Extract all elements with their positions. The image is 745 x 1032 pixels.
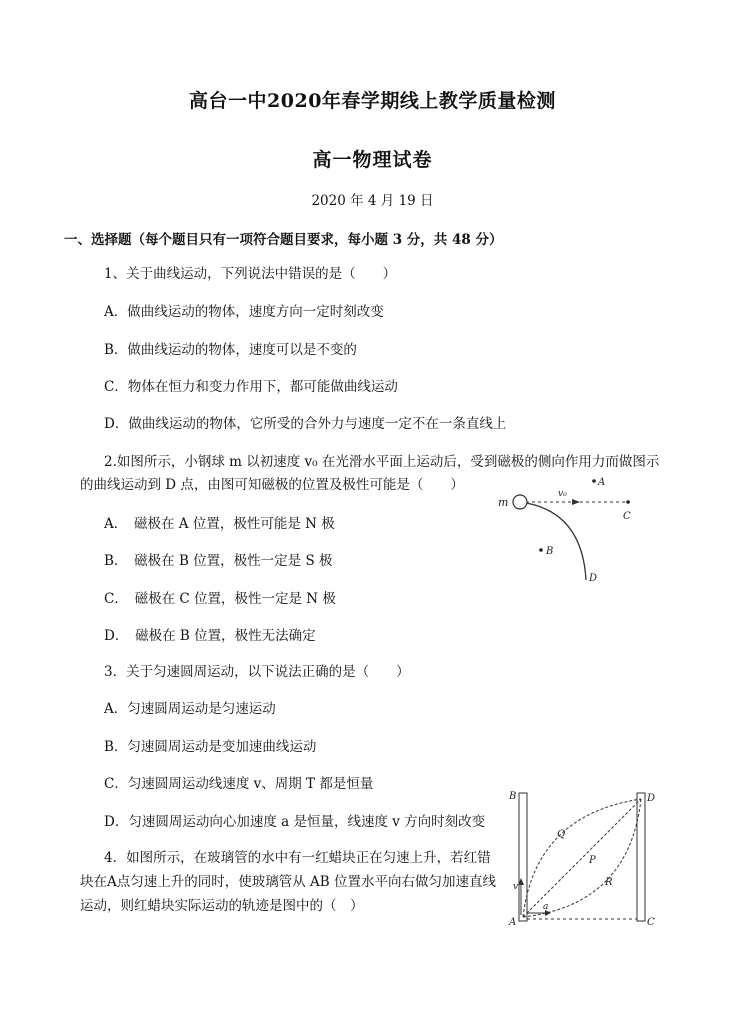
- label-b: B: [509, 791, 517, 802]
- question-2-stem-line2: 的曲线运动到 D 点，由图可知磁极的位置及极性可能是（ ）: [80, 477, 464, 493]
- question-1-option-a: A．做曲线运动的物体，速度方向一定时刻改变: [104, 304, 384, 320]
- section-heading: 一、选择题（每个题目只有一项符合题目要求，每小题 3 分，共 48 分）: [64, 232, 503, 248]
- label-v: v: [513, 882, 519, 892]
- question-4-stem-line1: 4．如图所示，在玻璃管的水中有一红蜡块正在匀速上升，若红错: [104, 850, 491, 866]
- question-4-stem-line3: 运动，则红蜡块实际运动的轨迹是图中的（ ）: [80, 898, 364, 914]
- label-r: R: [605, 877, 613, 888]
- question-3-stem: 3．关于匀速圆周运动，以下说法正确的是（ ）: [104, 664, 410, 680]
- label-m: m: [498, 496, 509, 509]
- point-b-dot: [539, 548, 543, 552]
- question-2-option-c: C． 磁极在 C 位置，极性一定是 N 极: [104, 591, 336, 607]
- point-c-dot: [626, 500, 630, 504]
- question-1-option-c: C．物体在恒力和变力作用下，都可能做曲线运动: [104, 379, 398, 395]
- question-2-stem-line1: 2.如图所示，小钢球 m 以初速度 v₀ 在光滑水平面上运动后，受到磁极的侧向作用力而做图示: [104, 454, 660, 470]
- question-4-stem-line2: 块在A点匀速上升的同时，使玻璃管从 AB 位置水平向右做匀加速直线: [80, 874, 497, 890]
- exam-date: 2020 年 4 月 19 日: [311, 193, 434, 209]
- label-p: P: [589, 855, 596, 866]
- question-2-option-d: D． 磁极在 B 位置，极性无法确定: [104, 628, 316, 644]
- label-b: B: [546, 546, 554, 557]
- trajectory-curve: [520, 502, 586, 580]
- velocity-arrow-icon: [572, 499, 580, 505]
- label-c: C: [623, 511, 631, 522]
- question-3-option-c: C．匀速圆周运动线速度 v、周期 T 都是恒量: [104, 776, 374, 792]
- question-1-option-b: B．做曲线运动的物体，速度可以是不变的: [104, 342, 357, 358]
- point-a-dot: [592, 479, 596, 483]
- question-3-option-a: A．匀速圆周运动是匀速运动: [104, 701, 276, 717]
- question-2-option-a: A． 磁极在 A 位置，极性可能是 N 极: [104, 516, 335, 532]
- steel-ball-icon: [513, 495, 527, 509]
- label-c: C: [647, 917, 655, 928]
- exam-title: 高台一中2020年春学期线上教学质量检测: [189, 90, 556, 112]
- question-3-option-b: B．匀速圆周运动是变加速曲线运动: [104, 739, 317, 755]
- label-a: A: [509, 917, 517, 928]
- question-3-option-d: D．匀速圆周运动向心加速度 a 是恒量，线速度 v 方向时刻改变: [104, 814, 486, 830]
- label-q: Q: [557, 829, 566, 840]
- question-4-figure: [505, 785, 665, 930]
- label-v0: v₀: [558, 489, 567, 499]
- label-acc: a: [543, 902, 549, 912]
- label-a: A: [598, 477, 606, 488]
- question-1-stem: 1、关于曲线运动，下列说法中错误的是（ ）: [104, 266, 397, 282]
- question-1-option-d: D．做曲线运动的物体，它所受的合外力与速度一定不在一条直线上: [104, 416, 507, 432]
- exam-subtitle: 高一物理试卷: [312, 149, 433, 171]
- question-2-figure: [490, 470, 650, 590]
- label-d: D: [647, 793, 656, 804]
- question-2-option-b: B． 磁极在 B 位置，极性一定是 S 极: [104, 553, 333, 569]
- glass-tube-right: [637, 793, 645, 921]
- label-d: D: [589, 573, 598, 584]
